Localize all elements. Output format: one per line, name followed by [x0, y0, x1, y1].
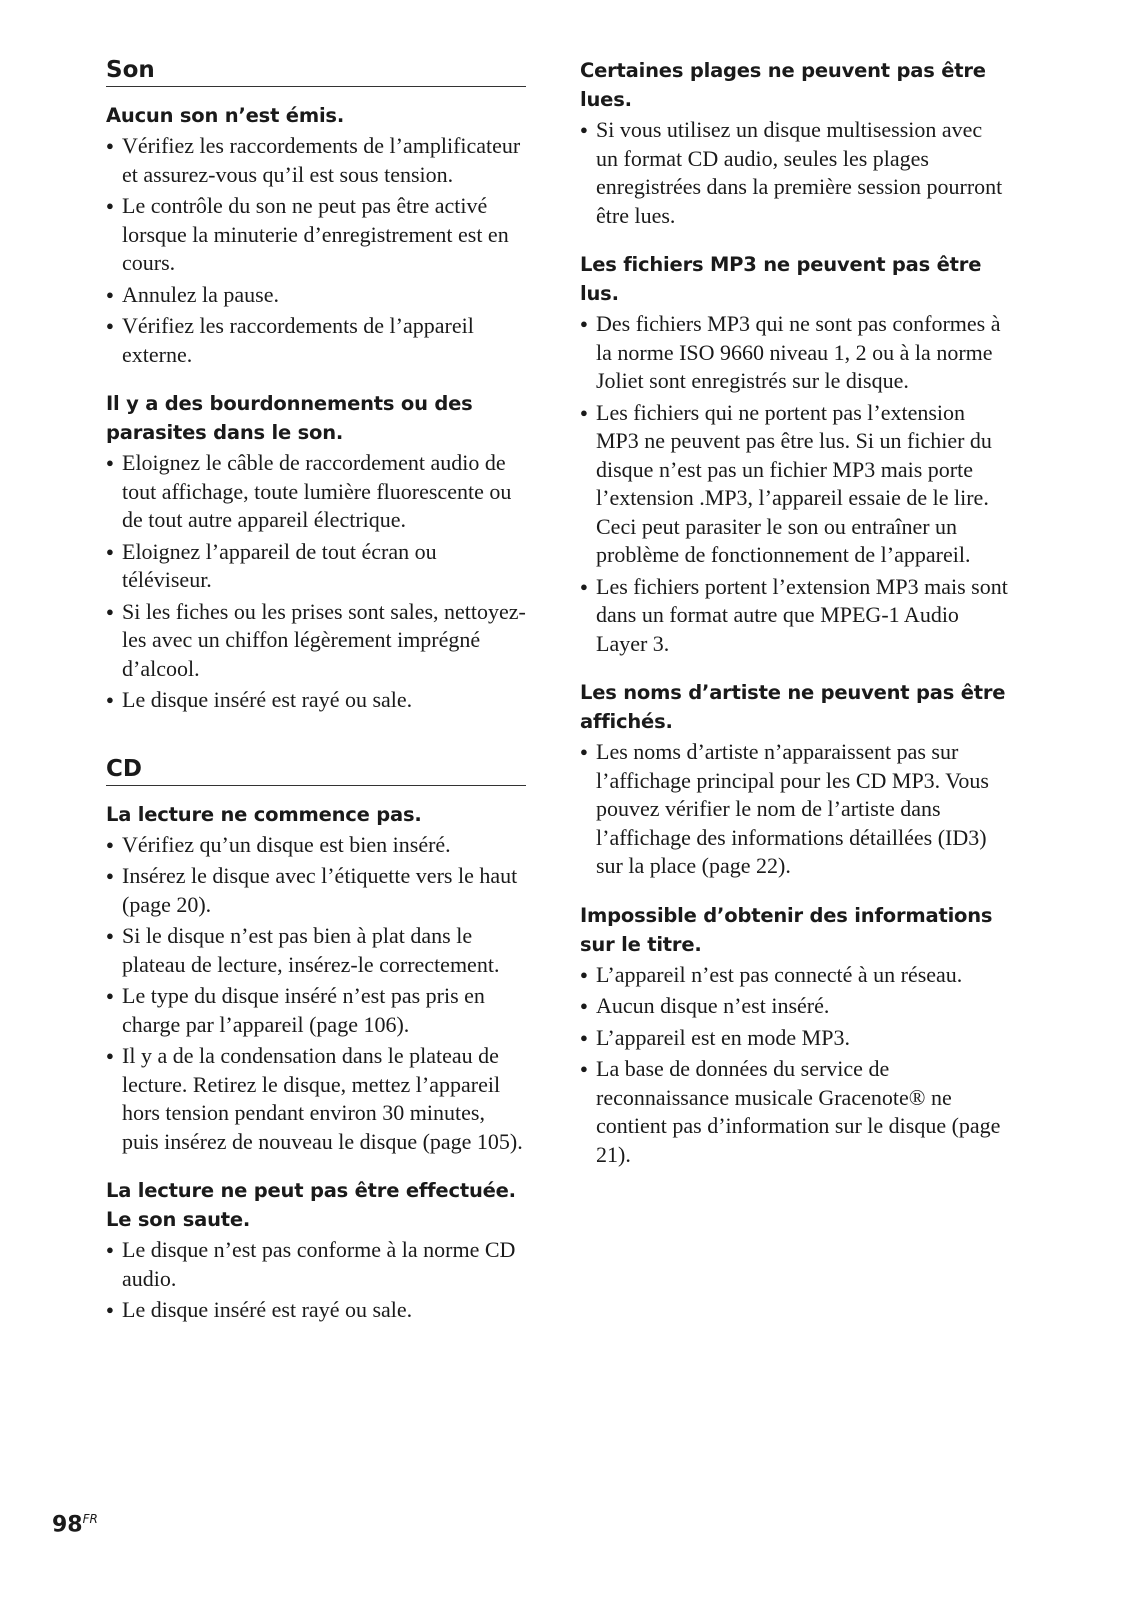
section-title: CD	[106, 755, 526, 786]
topic-title: Il y a des bourdonnements ou des parasites dans le son.	[106, 392, 473, 444]
topic-title: Les noms d’artiste ne peuvent pas être affichés.	[580, 681, 1006, 733]
list-item: ● La base de données du service de reconnaissance musicale Gracenote® ne contient pas d’information sur le disque (page 21).	[580, 1055, 1008, 1169]
topic-title: Les fichiers MP3 ne peuvent pas être lus.	[580, 253, 982, 305]
list-item: ● Le type du disque inséré n’est pas pris en charge par l’appareil (page 106).	[106, 982, 526, 1039]
list-item: ● Si vous utilisez un disque multisession avec un format CD audio, seules les plages enregistrées dans la première session pourront être lues.	[580, 116, 1008, 230]
topic-plages-non-lues	[580, 56, 1008, 230]
topic-title: Certaines plages ne peuvent pas être lues.	[580, 59, 986, 111]
section-son	[106, 56, 526, 715]
list-item: ● Vérifiez les raccordements de l’appareil externe.	[106, 312, 526, 369]
list-item: ● Insérez le disque avec l’étiquette vers le haut (page 20).	[106, 862, 526, 919]
list-item: ● Si les fiches ou les prises sont sales, nettoyez-les avec un chiffon légèrement imprégné d’alcool.	[106, 598, 526, 684]
list-item: ● Eloignez le câble de raccordement audio de tout affichage, toute lumière fluorescente ou de tout autre appareil électrique.	[106, 449, 526, 535]
list-item: ● Le disque n’est pas conforme à la norme CD audio.	[106, 1236, 526, 1293]
topic-mp3-non-lus	[580, 250, 1008, 658]
list-item: ● Annulez la pause.	[106, 281, 526, 310]
topic-title: La lecture ne commence pas.	[106, 802, 422, 826]
section-title: Son	[106, 56, 526, 87]
topic-lecture-ne-commence-pas	[106, 800, 526, 1157]
list-item: ● L’appareil est en mode MP3.	[580, 1024, 1008, 1053]
topic-title: Impossible d’obtenir des informations sur le titre.	[580, 903, 993, 956]
left-column	[106, 56, 526, 1345]
topic-noms-artiste	[580, 678, 1008, 881]
list-item: ● Il y a de la condensation dans le plateau de lecture. Retirez le disque, mettez l’appareil hors tension pendant environ 30 minutes, puis insérez de nouveau le disque (page 105).	[106, 1042, 526, 1156]
topic-title: Aucun son n’est émis.	[106, 104, 345, 127]
list-item: ● Si le disque n’est pas bien à plat dans le plateau de lecture, insérez-le correctement.	[106, 922, 526, 979]
topic-aucun-son	[106, 101, 526, 369]
page-number-value: 98	[52, 1512, 83, 1538]
list-item: ● Vérifiez les raccordements de l’amplificateur et assurez-vous qu’il est sous tension.	[106, 132, 526, 189]
right-column	[580, 56, 1008, 1189]
topic-bourdonnements	[106, 389, 526, 715]
list-item: ● Eloignez l’appareil de tout écran ou téléviseur.	[106, 538, 526, 595]
section-cd	[106, 755, 526, 1325]
list-item: ● Des fichiers MP3 qui ne sont pas conformes à la norme ISO 9660 niveau 1, 2 ou à la norme Joliet sont enregistrés sur le disque.	[580, 310, 1008, 396]
topic-son-saute	[106, 1176, 526, 1325]
list-item: ● Vérifiez qu’un disque est bien inséré.	[106, 831, 526, 860]
list-item: ● Les noms d’artiste n’apparaissent pas sur l’affichage principal pour les CD MP3. Vous pouvez vérifier le nom de l’artiste dans l’affichage des informations détaillées (ID3) sur la place (page 22).	[580, 738, 1008, 881]
topic-title: La lecture ne peut pas être effectuée. Le son saute.	[106, 1179, 516, 1231]
list-item: ● Le disque inséré est rayé ou sale.	[106, 686, 526, 715]
page-number	[52, 1512, 98, 1537]
list-item: ● Le contrôle du son ne peut pas être activé lorsque la minuterie d’enregistrement est en cours.	[106, 192, 526, 278]
list-item: ● Les fichiers portent l’extension MP3 mais sont dans un format autre que MPEG-1 Audio Layer 3.	[580, 573, 1008, 659]
list-item: ● L’appareil n’est pas connecté à un réseau.	[580, 961, 1008, 990]
list-item: ● Aucun disque n’est inséré.	[580, 992, 1008, 1021]
list-item: ● Les fichiers qui ne portent pas l’extension MP3 ne peuvent pas être lus. Si un fichier du disque n’est pas un fichier MP3 mais porte l’extension .MP3, l’appareil essaie de le lire. Ceci peut parasiter le son ou entraîner un problème de fonctionnement de l’appareil.	[580, 399, 1008, 570]
page-language: FR	[82, 1512, 98, 1526]
list-item: ● Le disque inséré est rayé ou sale.	[106, 1296, 526, 1325]
topic-informations-titre	[580, 901, 1008, 1170]
